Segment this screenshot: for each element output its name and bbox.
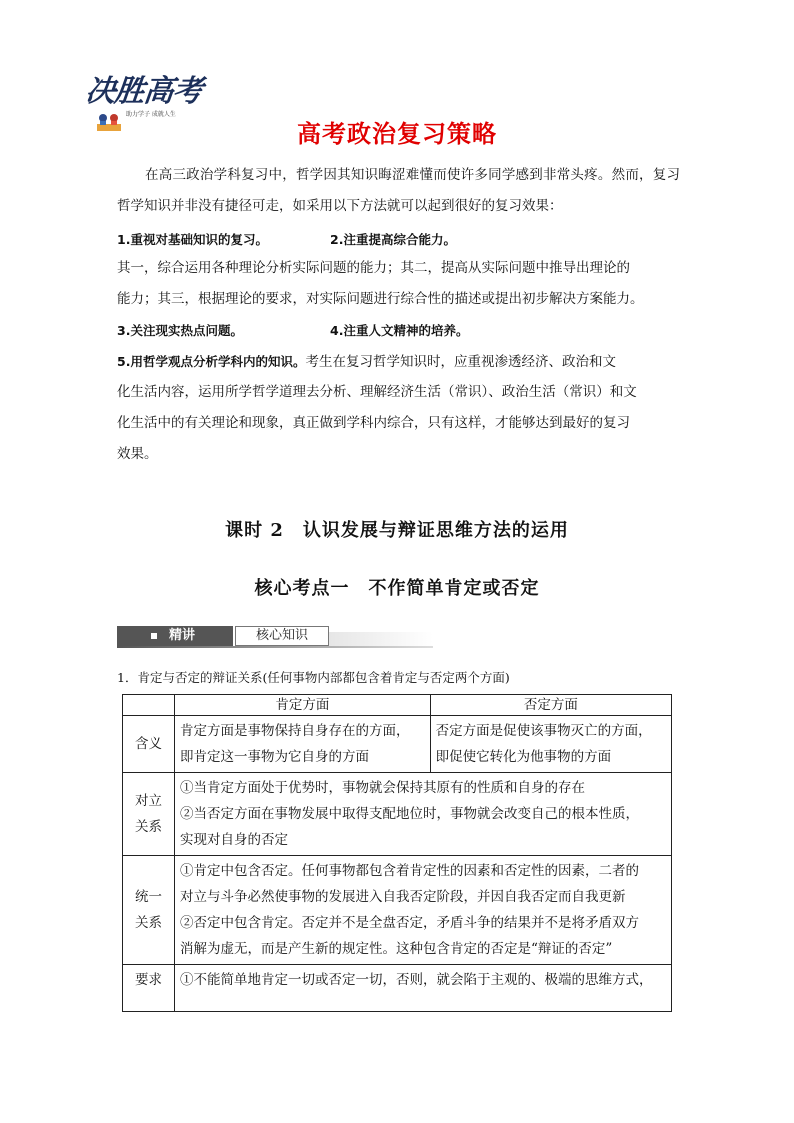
row-label-requirement: 要求: [123, 965, 175, 1012]
table-row-meaning: [123, 716, 672, 773]
col-header-negate: 否定方面: [430, 695, 671, 716]
tag-fade-decoration: [329, 632, 433, 646]
tag-core-knowledge: 核心知识: [235, 626, 329, 646]
cell-line: ①当肯定方面处于优势时，事物就会保持其原有的性质和自身的存在: [180, 780, 585, 796]
method-item-3: 3.关注现实热点问题。: [117, 323, 243, 338]
method-item-5-title: 5.用哲学观点分析学科内的知识。: [117, 354, 306, 369]
square-bullet-icon: [151, 633, 157, 639]
knowledge-heading: 1．肯定与否定的辩证关系(任何事物内部都包含着肯定与否定两个方面): [117, 670, 510, 685]
row-label-opposition: [123, 773, 175, 856]
cell-opposition: [175, 773, 672, 856]
key-point-title: 核心考点一 不作简单肯定或否定: [254, 578, 540, 599]
cell-line: 即肯定这一事物为它自身的方面: [180, 749, 369, 765]
method-item-5-line-1: [117, 346, 616, 378]
cell-meaning-negate: [430, 716, 671, 773]
cell-line: ②当否定方面在事物发展中取得支配地位时，事物就会改变自己的根本性质，: [180, 806, 639, 822]
method-item-5-line-4: 效果。: [117, 446, 158, 462]
col-header-affirm: 肯定方面: [175, 695, 431, 716]
method-item-5-line-2: 化生活内容，运用所学哲学道理去分析、理解经济生活（常识）、政治生活（常识）和文: [117, 384, 637, 400]
method-item-5-text: 考生在复习哲学知识时，应重视渗透经济、政治和文: [305, 354, 616, 370]
cell-line: 对立与斗争必然使事物的发展进入自我否定阶段，并因自我否定而自我更新: [180, 889, 626, 905]
table-row-opposition: [123, 773, 672, 856]
method-item-2: 2.注重提高综合能力。: [330, 232, 456, 247]
cell-line: 消解为虚无，而是产生新的规定性。这种包含肯定的否定是“辩证的否定”: [180, 941, 613, 957]
label-line: 对立: [135, 793, 162, 809]
label-line: 关系: [135, 819, 162, 835]
tag-jingjiang: [117, 626, 233, 646]
logo-text: 决胜高考: [83, 74, 204, 109]
cell-line: 肯定方面是事物保持自身存在的方面，: [180, 723, 410, 739]
cell-line: ②否定中包含肯定。否定并不是全盘否定，矛盾斗争的结果并不是将矛盾双方: [180, 915, 639, 931]
label-line: 关系: [135, 915, 162, 931]
cell-line: 即促使它转化为他事物的方面: [435, 749, 612, 765]
method-detail-line-2: 能力；其三，根据理论的要求，对实际问题进行综合性的描述或提出初步解决方案能力。: [117, 291, 644, 307]
table-header-row: [123, 695, 672, 716]
lesson-title: 课时 2 认识发展与辩证思维方法的运用: [225, 520, 569, 541]
logo-slogan: 助力学子 成就人生: [126, 111, 176, 118]
knowledge-table: [122, 694, 672, 1012]
table-row-requirement: [123, 965, 672, 1012]
method-item-5-line-3: 化生活中的有关理论和现象，真正做到学科内综合，只有这样，才能够达到最好的复习: [117, 415, 630, 431]
cell-line: 否定方面是促使该事物灭亡的方面，: [435, 723, 652, 739]
section-tag-bar: [117, 626, 433, 648]
cell-line: ①不能简单地肯定一切或否定一切，否则，就会陷于主观的、极端的思维方式，: [180, 972, 653, 988]
page-title: 高考政治复习策略: [297, 120, 497, 148]
cell-line: 实现对自身的否定: [180, 832, 288, 848]
cell-meaning-affirm: [175, 716, 431, 773]
cell-line: ①肯定中包含否定。任何事物都包含着肯定性的因素和否定性的因素，二者的: [180, 863, 639, 879]
method-detail-line-1: 其一，综合运用各种理论分析实际问题的能力；其二，提高从实际问题中推导出理论的: [117, 260, 630, 276]
label-line: 统一: [135, 889, 162, 905]
cell-requirement: [175, 965, 672, 1012]
intro-paragraph: 在高三政治学科复习中，哲学因其知识晦涩难懂而使许多同学感到非常头疼。然而，复习哲学知识并非没有捷径可走，如采用以下方法就可以起到很好的复习效果：: [117, 167, 680, 214]
row-label-meaning: 含义: [123, 716, 175, 773]
method-item-1: 1.重视对基础知识的复习。: [117, 232, 268, 247]
cell-unity: [175, 856, 672, 965]
row-label-unity: [123, 856, 175, 965]
tag-underline: [117, 646, 433, 648]
table-row-unity: [123, 856, 672, 965]
method-item-4: 4.注重人文精神的培养。: [330, 323, 469, 338]
tag-jingjiang-label: 精讲: [169, 628, 196, 643]
table-corner-cell: [123, 695, 175, 716]
